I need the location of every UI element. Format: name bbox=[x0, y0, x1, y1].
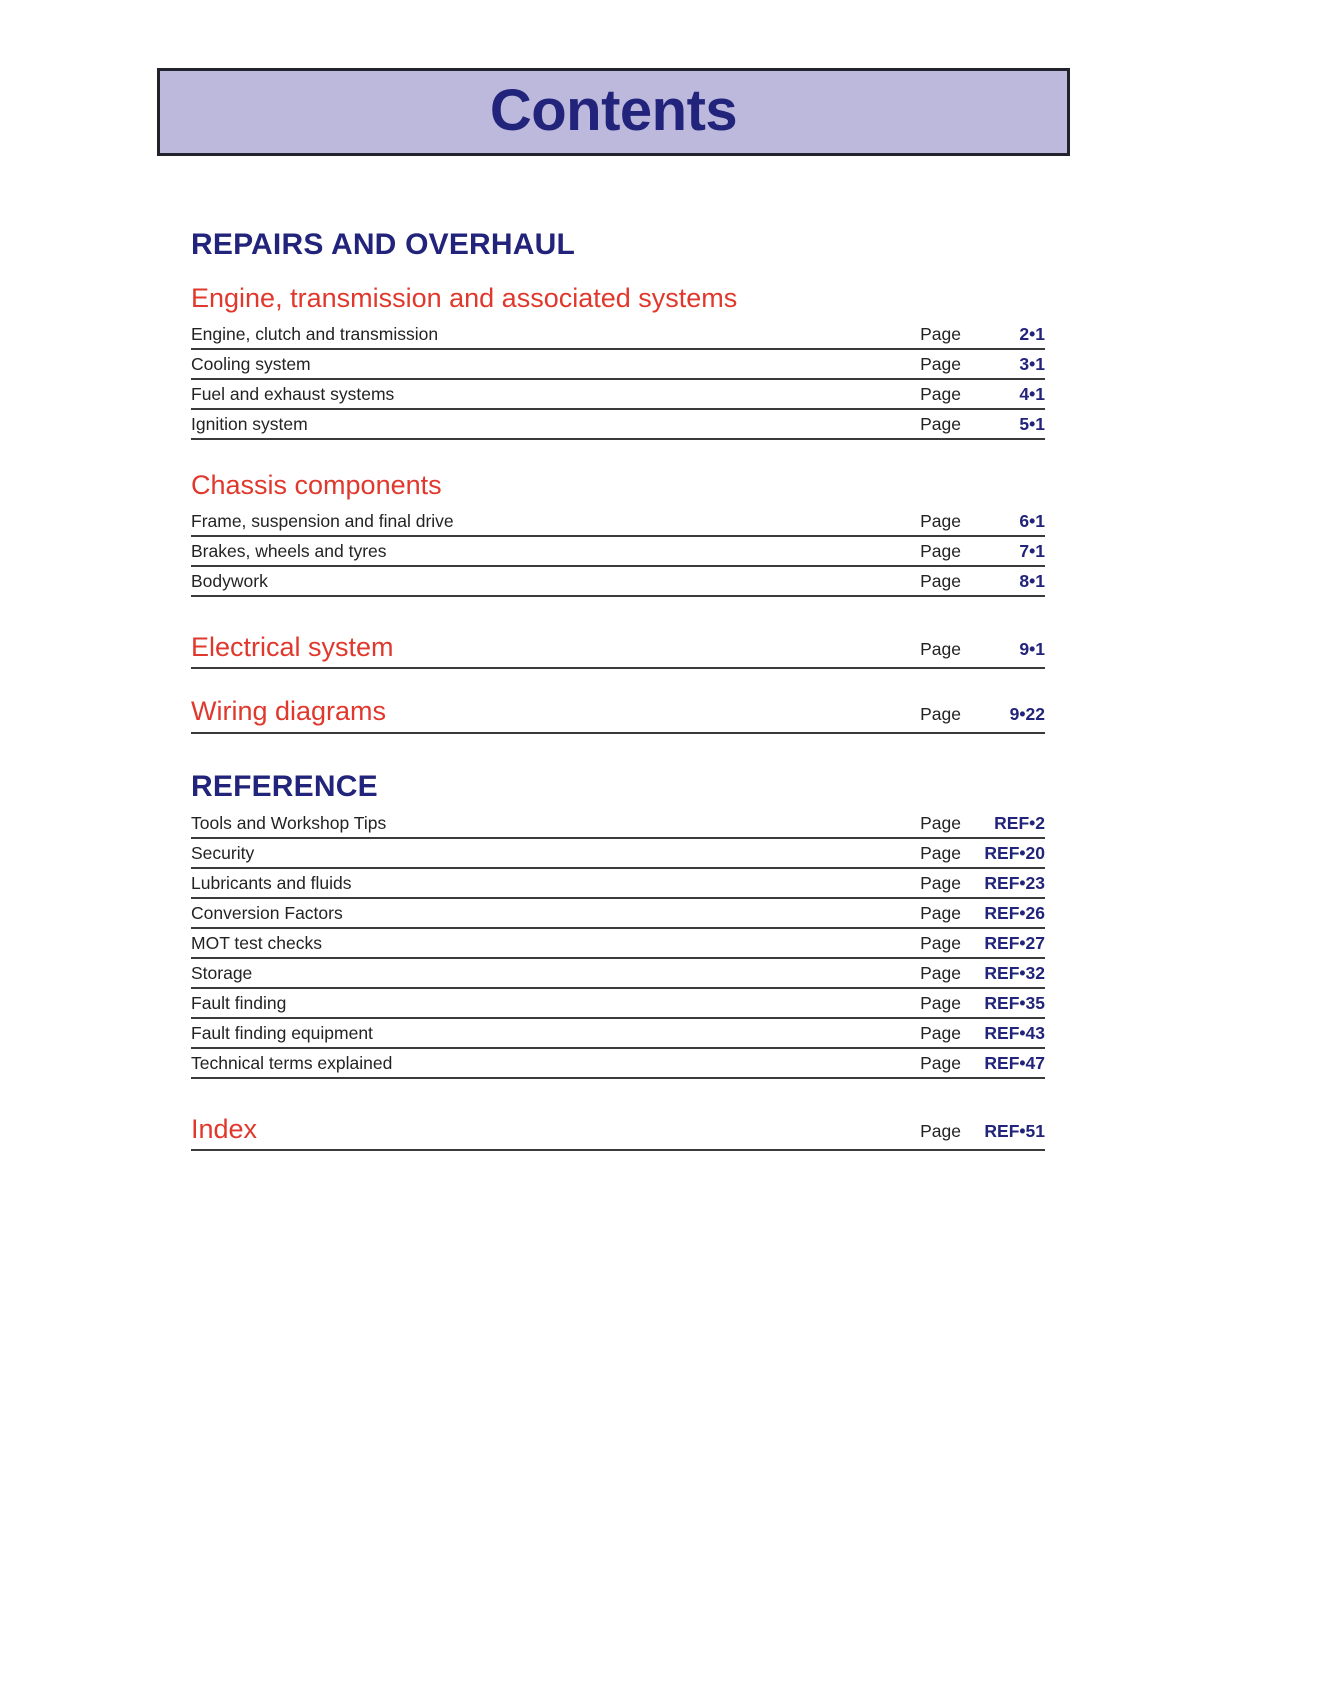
page-number: REF•35 bbox=[984, 992, 1045, 1013]
page-number: 5•1 bbox=[1019, 414, 1045, 435]
entry-group-engine bbox=[191, 320, 1045, 440]
spacer bbox=[191, 734, 1045, 770]
toc-row[interactable] bbox=[191, 1019, 1045, 1049]
toc-entry-page bbox=[920, 384, 1045, 405]
section-heading-repairs: REPAIRS AND OVERHAUL bbox=[191, 228, 576, 261]
contents-body bbox=[191, 228, 1045, 1151]
toc-entry-label: Frame, suspension and final drive bbox=[191, 511, 454, 532]
page-word: Page bbox=[920, 541, 961, 562]
toc-entry-label: Security bbox=[191, 842, 255, 863]
entry-group-chassis bbox=[191, 507, 1045, 597]
page-number: 6•1 bbox=[1019, 511, 1045, 532]
toc-entry-page bbox=[920, 933, 1045, 954]
toc-entry-page bbox=[920, 963, 1045, 984]
page-word: Page bbox=[920, 902, 961, 923]
toc-row[interactable] bbox=[191, 380, 1045, 410]
toc-entry-page bbox=[920, 354, 1045, 375]
page-word: Page bbox=[920, 639, 961, 660]
toc-row[interactable] bbox=[191, 929, 1045, 959]
toc-row[interactable] bbox=[191, 567, 1045, 597]
entry-group-reference bbox=[191, 809, 1045, 1079]
subsection-heading-electrical: Electrical system bbox=[191, 632, 394, 663]
toc-entry-label: Ignition system bbox=[191, 414, 308, 435]
toc-entry-label: Engine, clutch and transmission bbox=[191, 324, 439, 345]
page-number: REF•43 bbox=[984, 1022, 1045, 1043]
page-number: REF•20 bbox=[984, 842, 1045, 863]
toc-entry-page bbox=[920, 1023, 1045, 1044]
toc-entry-label: Brakes, wheels and tyres bbox=[191, 541, 387, 562]
toc-entry-page bbox=[920, 639, 1045, 663]
subsection-heading-wiring: Wiring diagrams bbox=[191, 696, 387, 727]
spacer bbox=[191, 597, 1045, 627]
toc-row[interactable] bbox=[191, 869, 1045, 899]
toc-entry-label: Fuel and exhaust systems bbox=[191, 384, 395, 405]
page-word: Page bbox=[920, 384, 961, 405]
page-title: Contents bbox=[489, 78, 738, 143]
toc-entry-page bbox=[920, 324, 1045, 345]
page-word: Page bbox=[920, 571, 961, 592]
page-word: Page bbox=[920, 932, 961, 953]
toc-row[interactable] bbox=[191, 839, 1045, 869]
subsection-heading-engine: Engine, transmission and associated systems bbox=[191, 283, 738, 313]
toc-entry-page bbox=[920, 511, 1045, 532]
page-number: REF•2 bbox=[994, 812, 1045, 833]
page-word: Page bbox=[920, 962, 961, 983]
spacer bbox=[191, 440, 1045, 470]
page-word: Page bbox=[920, 511, 961, 532]
spacer bbox=[191, 1079, 1045, 1109]
toc-entry-page bbox=[920, 903, 1045, 924]
page-number: 2•1 bbox=[1019, 324, 1045, 345]
page-word: Page bbox=[920, 414, 961, 435]
toc-entry-label: Cooling system bbox=[191, 354, 311, 375]
toc-entry-label: Fault finding equipment bbox=[191, 1022, 373, 1043]
section-heading-reference: REFERENCE bbox=[191, 769, 378, 803]
toc-row-electrical-system[interactable] bbox=[191, 627, 1045, 669]
toc-entry-label: Fault finding bbox=[191, 992, 287, 1013]
toc-entry-label: Conversion Factors bbox=[191, 902, 343, 923]
toc-entry-label: Bodywork bbox=[191, 571, 268, 592]
page-number: REF•27 bbox=[984, 932, 1045, 953]
toc-row-index[interactable] bbox=[191, 1109, 1045, 1151]
toc-row[interactable] bbox=[191, 350, 1045, 380]
toc-entry-page bbox=[920, 843, 1045, 864]
toc-row[interactable] bbox=[191, 899, 1045, 929]
page-word: Page bbox=[920, 1052, 961, 1073]
page-word: Page bbox=[920, 812, 961, 833]
page-word: Page bbox=[920, 842, 961, 863]
page-number: 3•1 bbox=[1019, 354, 1045, 375]
toc-entry-page bbox=[920, 571, 1045, 592]
toc-entry-page bbox=[920, 1053, 1045, 1074]
toc-entry-page bbox=[920, 541, 1045, 562]
toc-entry-page bbox=[920, 993, 1045, 1014]
toc-row[interactable] bbox=[191, 989, 1045, 1019]
toc-entry-label: MOT test checks bbox=[191, 932, 322, 953]
toc-entry-label: Technical terms explained bbox=[191, 1052, 393, 1073]
subsection-heading-chassis: Chassis components bbox=[191, 470, 442, 501]
spacer bbox=[191, 669, 1045, 691]
toc-row[interactable] bbox=[191, 809, 1045, 839]
page-number: REF•32 bbox=[984, 962, 1045, 983]
page-word: Page bbox=[920, 1121, 961, 1142]
toc-row[interactable] bbox=[191, 959, 1045, 989]
page-number: 4•1 bbox=[1019, 384, 1045, 405]
toc-entry-page bbox=[920, 873, 1045, 894]
toc-row-wiring-diagrams[interactable] bbox=[191, 691, 1045, 733]
toc-entry-page bbox=[920, 414, 1045, 435]
page-number: REF•26 bbox=[984, 902, 1045, 923]
page-word: Page bbox=[920, 324, 961, 345]
toc-row[interactable] bbox=[191, 507, 1045, 537]
toc-row[interactable] bbox=[191, 410, 1045, 440]
toc-entry-label: Tools and Workshop Tips bbox=[191, 812, 387, 833]
toc-entry-page bbox=[920, 703, 1045, 728]
page-word: Page bbox=[920, 354, 961, 375]
toc-row[interactable] bbox=[191, 537, 1045, 567]
page-number: REF•51 bbox=[984, 1121, 1045, 1142]
contents-banner bbox=[157, 68, 1070, 156]
toc-entry-label: Storage bbox=[191, 962, 253, 983]
page-number: REF•47 bbox=[984, 1052, 1045, 1073]
toc-entry-page bbox=[920, 1121, 1045, 1145]
spacer bbox=[191, 261, 1045, 283]
page-number: 7•1 bbox=[1019, 541, 1045, 562]
page-number: 9•22 bbox=[1009, 703, 1045, 724]
page-number: 8•1 bbox=[1019, 571, 1045, 592]
toc-entry-page bbox=[920, 813, 1045, 834]
page-number: REF•23 bbox=[984, 872, 1045, 893]
page-word: Page bbox=[920, 703, 961, 724]
page-word: Page bbox=[920, 992, 961, 1013]
toc-row[interactable] bbox=[191, 1049, 1045, 1079]
section-heading-index: Index bbox=[191, 1113, 258, 1144]
toc-row[interactable] bbox=[191, 320, 1045, 350]
page-word: Page bbox=[920, 872, 961, 893]
page-number: 9•1 bbox=[1019, 639, 1045, 660]
toc-entry-label: Lubricants and fluids bbox=[191, 872, 352, 893]
page-word: Page bbox=[920, 1022, 961, 1043]
